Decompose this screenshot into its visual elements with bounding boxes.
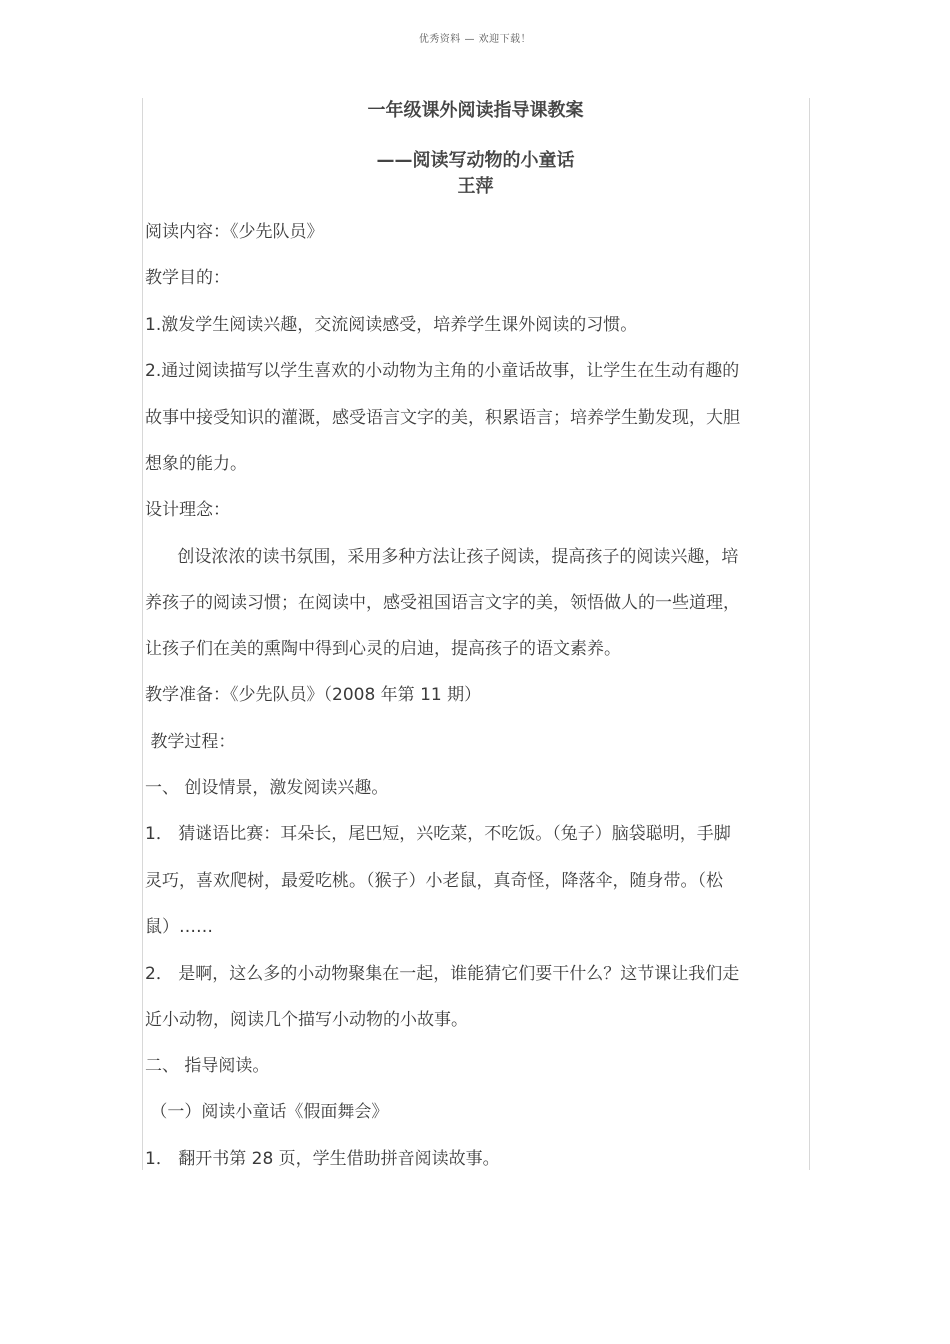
riddle-line-1: 1． 猜谜语比赛：耳朵长，尾巴短，兴吃菜，不吃饭。（兔子）脑袋聪明，手脚 — [145, 824, 731, 844]
teaching-process-heading: 教学过程： — [145, 732, 236, 752]
item-2-line-1: 2． 是啊，这么多的小动物聚集在一起，谁能猜它们要干什么？这节课让我们走 — [145, 964, 740, 984]
goal-1-line: 1.激发学生阅读兴趣，交流阅读感受，培养学生课外阅读的习惯。 — [145, 315, 638, 335]
design-concept-line-2: 养孩子的阅读习惯；在阅读中，感受祖国语言文字的美，领悟做人的一些道理， — [145, 593, 740, 613]
goal-2-line-3: 想象的能力。 — [145, 454, 247, 474]
riddle-line-2: 灵巧，喜欢爬树，最爱吃桃。（猴子）小老鼠，真奇怪，降落伞，随身带。（松 — [145, 871, 723, 891]
document-subtitle: ——阅读写动物的小童话 — [376, 150, 575, 171]
subsection-1-heading: （一）阅读小童话《假面舞会》 — [145, 1102, 389, 1122]
design-concept-heading: 设计理念： — [145, 500, 230, 520]
left-margin-rule — [142, 98, 143, 1170]
goal-2-line-1: 2.通过阅读描写以学生喜欢的小动物为主角的小童话故事，让学生在生动有趣的 — [145, 361, 740, 381]
goal-2-line-2: 故事中接受知识的灌溉，感受语言文字的美，积累语言；培养学生勤发现，大胆 — [145, 408, 740, 428]
design-concept-line-1: 创设浓浓的读书氛围，采用多种方法让孩子阅读，提高孩子的阅读兴趣，培 — [145, 547, 739, 567]
design-concept-line-3: 让孩子们在美的熏陶中得到心灵的启迪，提高孩子的语文素养。 — [145, 639, 621, 659]
section-2-heading: 二、 指导阅读。 — [145, 1056, 270, 1076]
document-title: 一年级课外阅读指导课教案 — [367, 100, 584, 121]
teaching-prep-line: 教学准备：《少先队员》（2008 年第 11 期） — [145, 685, 482, 705]
teaching-goal-heading: 教学目的： — [145, 268, 230, 288]
reading-content-line: 阅读内容：《少先队员》 — [145, 222, 324, 242]
step-1-line: 1． 翻开书第 28 页，学生借助拼音阅读故事。 — [145, 1149, 500, 1169]
section-1-heading: 一、 创设情景，激发阅读兴趣。 — [145, 778, 389, 798]
document-author: 王萍 — [457, 176, 494, 197]
item-2-line-2: 近小动物，阅读几个描写小动物的小故事。 — [145, 1010, 468, 1030]
header-note: 优秀资料 — 欢迎下载！ — [418, 34, 532, 45]
riddle-line-3: 鼠）…… — [145, 917, 213, 937]
